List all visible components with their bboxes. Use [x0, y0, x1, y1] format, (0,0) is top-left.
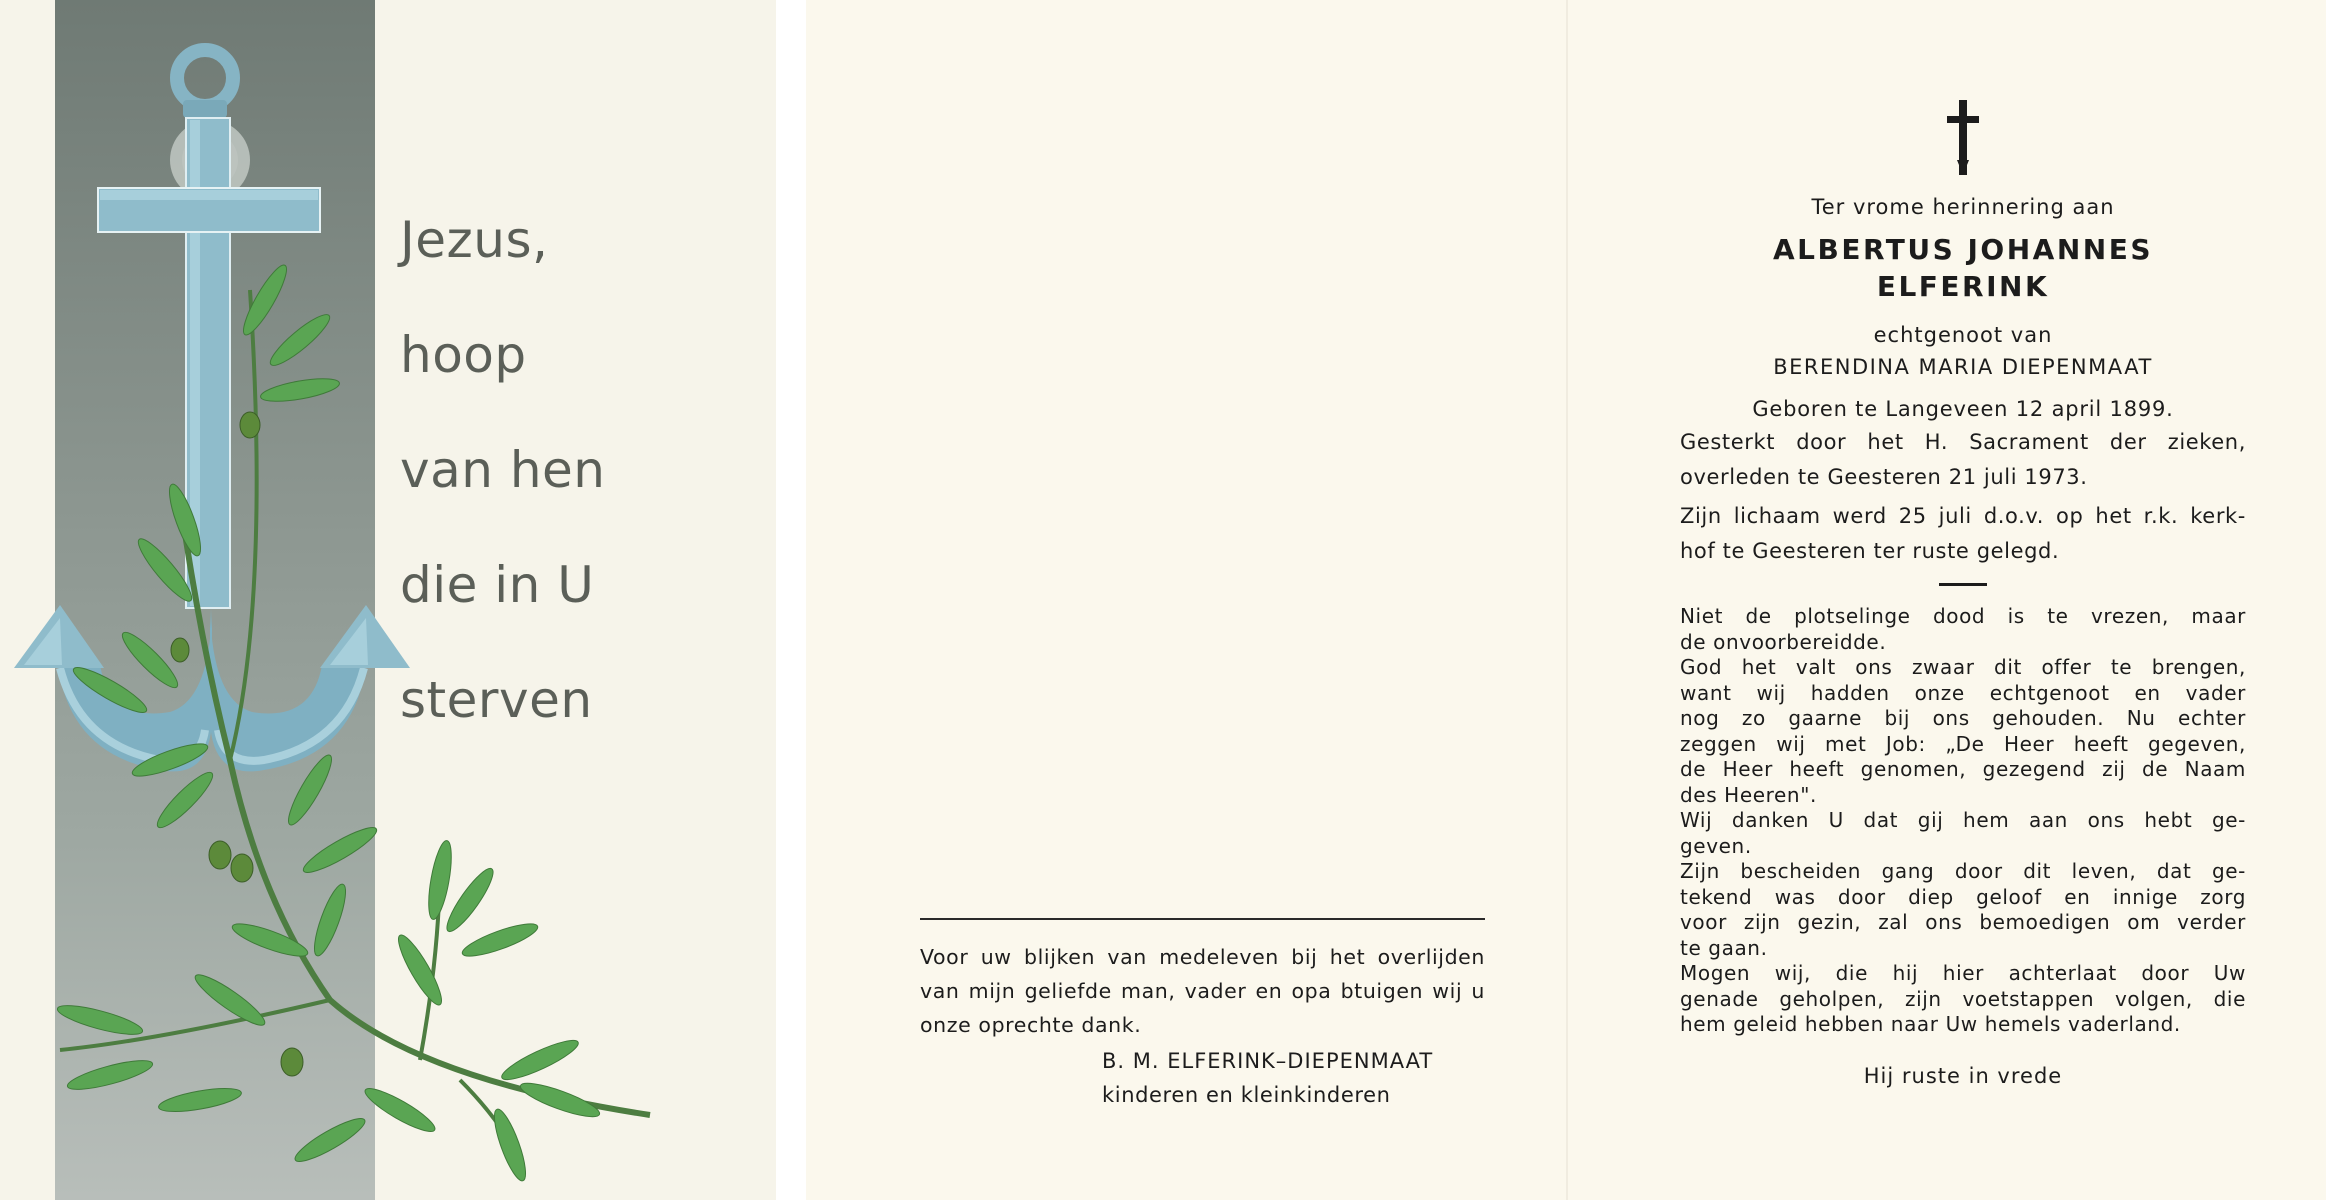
body-line: tekend was door diep geloof en innige zorg — [1680, 884, 2246, 909]
closing-line: Hij ruste in vrede — [1863, 1063, 2063, 1088]
acknowledgement-family: kinderen en kleinkinderen — [1102, 1083, 1391, 1107]
verse-line: van hen — [400, 441, 606, 499]
burial-line-text: Zijn lichaam werd 25 juli d.o.v. op het r.k. kerk- — [1680, 504, 2246, 528]
cover-panel — [0, 0, 776, 1200]
body-line: Mogen wij, die hij hier achterlaat door Uw — [1680, 961, 2246, 985]
fold-line — [1566, 0, 1568, 1200]
verse-line: Jezus, — [400, 211, 549, 269]
body-line: want wij hadden onze echtgenoot en vader — [1680, 680, 2246, 705]
body-line: God het valt ons zwaar dit offer te brengen, — [1680, 655, 2246, 679]
spouse-name: BERENDINA MARIA DIEPENMAAT — [1773, 355, 2153, 379]
body-line: genade geholpen, zijn voetstappen volgen, die — [1680, 986, 2246, 1011]
verse-line: sterven — [400, 671, 593, 729]
intro-line: Ter vrome herinnering aan — [1811, 195, 2115, 219]
memorial-text — [1680, 100, 2246, 1088]
body-line: de onvoorbereidde. — [1680, 629, 1887, 654]
body-line: te gaan. — [1680, 935, 1768, 960]
body-line: zeggen wij met Job: „De Heer heeft gegeven, — [1680, 731, 2246, 756]
body-line: des Heeren". — [1680, 782, 1817, 807]
birth-line: Geboren te Langeveen 12 april 1899. — [1752, 397, 2174, 421]
body-line: nog zo gaarne bij ons gehouden. Nu echter — [1680, 706, 2246, 730]
acknowledgement-signature: B. M. ELFERINK–DIEPENMAAT — [1102, 1049, 1434, 1073]
acknowledgement-rule — [920, 918, 1485, 920]
section-divider — [1939, 583, 1987, 586]
body-line: Wij danken U dat gij hem aan ons hebt ge- — [1680, 808, 2246, 832]
deceased-name-line: ELFERINK — [1876, 270, 2050, 303]
memorial-body — [1680, 604, 2246, 1038]
cross-icon — [1943, 100, 1983, 175]
death-line-text: overleden te Geesteren 21 juli 1973. — [1680, 465, 2088, 489]
burial-line — [1680, 499, 2246, 569]
body-line: Niet de plotselinge dood is te vrezen, maar — [1680, 604, 2246, 628]
anchor-icon — [14, 50, 410, 771]
verse-line: die in U — [400, 556, 595, 614]
body-line: Zijn bescheiden gang door dit leven, dat ge- — [1680, 859, 2246, 883]
body-line: geven. — [1680, 833, 1752, 858]
acknowledgement-text: Voor uw blijken van medeleven bij het overlijden van mijn geliefde man, vader en opa btuigen wij u onze oprechte dank. — [920, 945, 1485, 1037]
verse-line: hoop — [400, 326, 527, 384]
deceased-name — [1680, 231, 2246, 305]
cover-verse — [400, 210, 760, 785]
death-line — [1680, 425, 2246, 495]
burial-line-text: hof te Geesteren ter ruste gelegd. — [1680, 539, 2060, 563]
body-line: voor zijn gezin, zal ons bemoedigen om verder — [1680, 910, 2246, 934]
body-line: hem geleid hebben naar Uw hemels vaderland. — [1680, 1012, 2181, 1036]
deceased-name-line: ALBERTUS JOHANNES — [1772, 233, 2154, 266]
spouse-label: echtgenoot van — [1873, 323, 2053, 347]
scan-gap — [776, 0, 806, 1200]
acknowledgement-block — [920, 918, 1485, 1112]
death-line-text: Gesterkt door het H. Sacrament der zieken, — [1680, 430, 2246, 454]
body-line: de Heer heeft genomen, gezegend zij de Naam — [1680, 757, 2246, 781]
